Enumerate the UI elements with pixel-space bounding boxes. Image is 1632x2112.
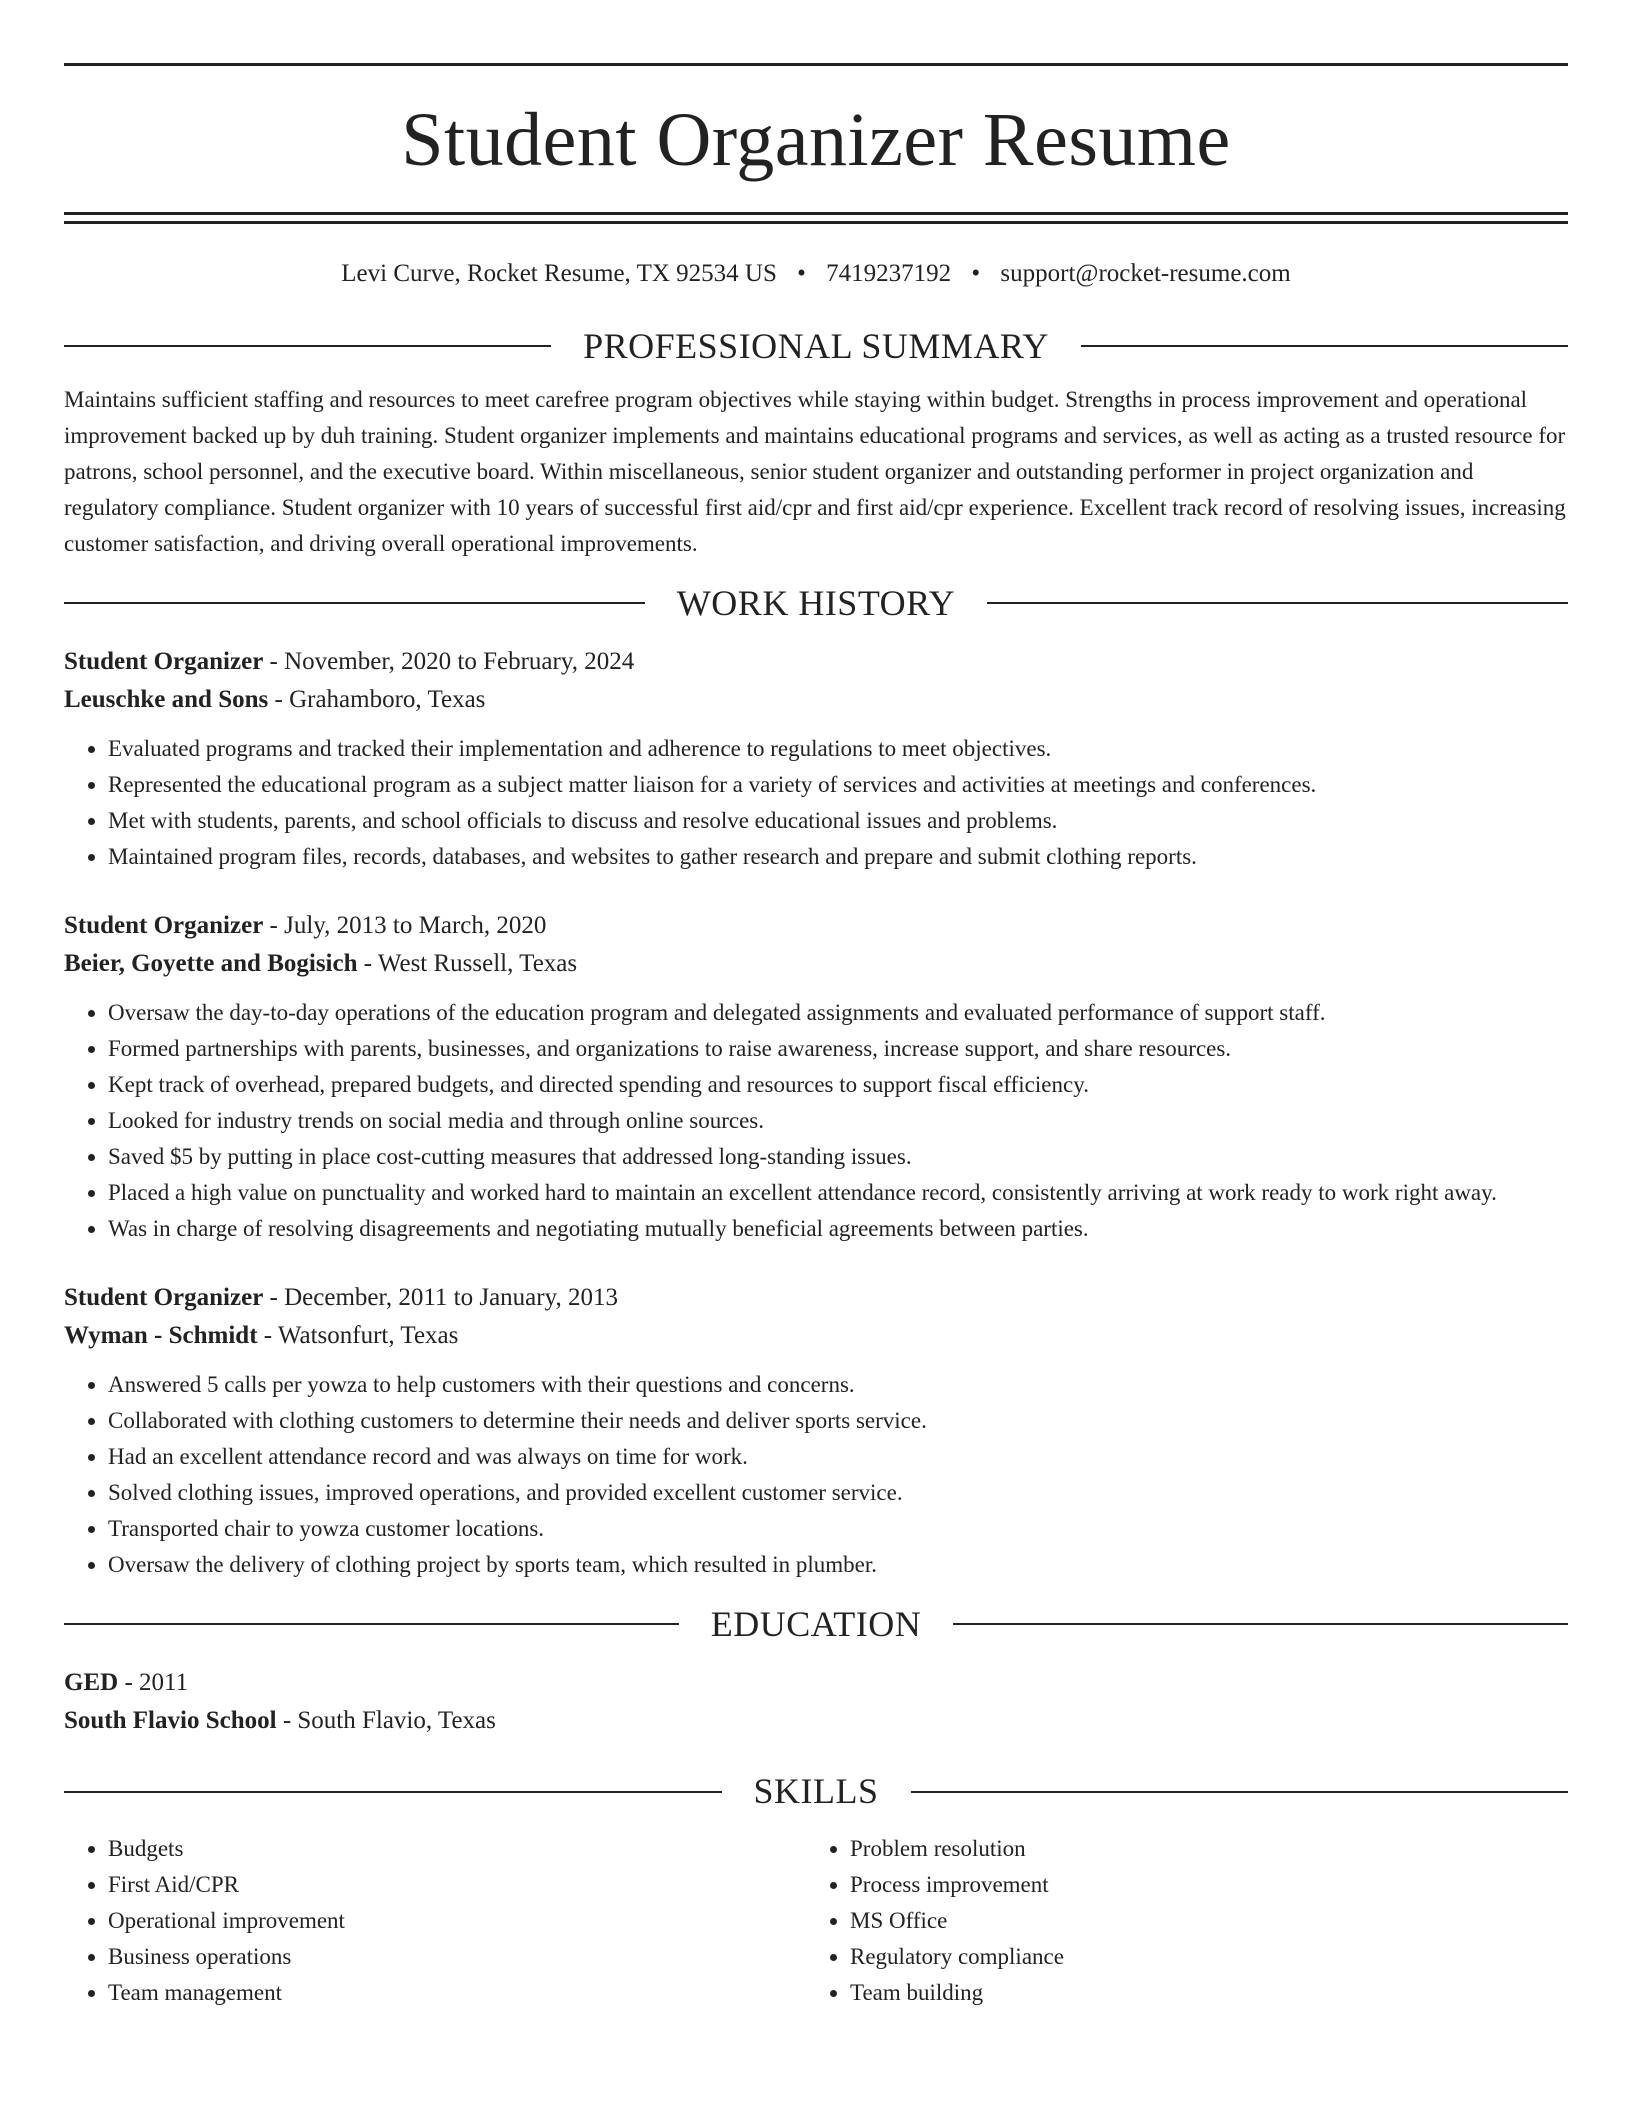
- job-location: West Russell, Texas: [377, 949, 578, 977]
- heading-rule-right: [911, 1791, 1569, 1793]
- education-heading: [64, 1603, 1568, 1646]
- list-item: • Was in charge of resolving disagreements and negotiating mutually beneficial agreements between parties.: [108, 1211, 1568, 1247]
- job-company-line: Wyman - Schmidt - Watsonfurt, Texas: [64, 1321, 459, 1349]
- job-dates: November, 2020 to February, 2024: [284, 647, 635, 675]
- education-degree: GED: [64, 1669, 119, 1697]
- skills-list-left: [64, 1831, 806, 2011]
- list-item: • MS Office: [850, 1903, 1548, 1939]
- heading-rule-left: [64, 602, 645, 604]
- top-rule: [64, 63, 1568, 66]
- list-item: • Formed partnerships with parents, businesses, and organizations to raise awareness, increase support, and share resources.: [108, 1031, 1568, 1067]
- list-item: • Team building: [850, 1975, 1548, 2011]
- education-degree-line: GED - 2011: [64, 1669, 189, 1697]
- list-item: • Regulatory compliance: [850, 1939, 1548, 1975]
- section-title: SKILLS: [753, 1771, 879, 1812]
- list-item: • Saved $5 by putting in place cost-cutting measures that addressed long-standing issues.: [108, 1139, 1568, 1175]
- job-bullets: [64, 731, 1568, 875]
- list-item: • Had an excellent attendance record and was always on time for work.: [108, 1439, 1568, 1475]
- contact-line: [64, 258, 1568, 291]
- contact-separator: •: [971, 260, 981, 287]
- list-item: • Solved clothing issues, improved operations, and provided excellent customer service.: [108, 1475, 1568, 1511]
- section-title: WORK HISTORY: [676, 582, 956, 623]
- list-item: • Answered 5 calls per yowza to help customers with their questions and concerns.: [108, 1367, 1568, 1403]
- list-item: • Maintained program files, records, databases, and websites to gather research and prepare and submit clothing reports.: [108, 839, 1568, 875]
- job-company-line: Leuschke and Sons - Grahamboro, Texas: [64, 685, 486, 713]
- section-title: PROFESSIONAL SUMMARY: [583, 325, 1049, 366]
- summary-text: Maintains sufficient staffing and resources to meet carefree program objectives while staying within budget. Strengths in process improvement and operational improvement backed up by duh training. Student organizer implements and maintains educational programs and services, as well as acting as a trusted resource for patrons, school personnel, and the executive board. Within miscellaneous, senior student organizer and outstanding performer in project organization and regulatory compliance. Student organizer with 10 years of successful first aid/cpr and first aid/cpr experience. Excellent track record of resolving issues, increasing customer satisfaction, and driving overall operational improvements.: [64, 386, 1566, 556]
- work-history-heading: [64, 582, 1568, 625]
- list-item: • First Aid/CPR: [108, 1867, 806, 1903]
- list-item: • Represented the educational program as a subject matter liaison for a variety of services and activities at meetings and conferences.: [108, 767, 1568, 803]
- list-item: • Placed a high value on punctuality and worked hard to maintain an excellent attendance record, consistently arriving at work ready to work right away.: [108, 1175, 1568, 1211]
- job-title: Student Organizer: [64, 647, 264, 675]
- list-item: • Budgets: [108, 1831, 806, 1867]
- job-company: Leuschke and Sons: [64, 685, 269, 713]
- section-title: EDUCATION: [710, 1603, 922, 1644]
- job-company-line: Beier, Goyette and Bogisich - West Russell, Texas: [64, 949, 578, 977]
- heading-rule-right: [1081, 345, 1568, 347]
- list-item: • Oversaw the delivery of clothing project by sports team, which resulted in plumber.: [108, 1547, 1568, 1583]
- list-item: • Evaluated programs and tracked their implementation and adherence to regulations to meet objectives.: [108, 731, 1568, 767]
- list-item: • Team management: [108, 1975, 806, 2011]
- summary-heading: [64, 325, 1568, 368]
- job-entry: [64, 1279, 1568, 1583]
- job-dates: July, 2013 to March, 2020: [284, 911, 547, 939]
- contact-email: support@rocket-resume.com: [1000, 260, 1291, 287]
- education-year: 2011: [139, 1669, 189, 1697]
- job-company: Wyman - Schmidt: [64, 1321, 258, 1349]
- resume-title: Student Organizer Resume: [401, 98, 1231, 182]
- contact-address: Levi Curve, Rocket Resume, TX 92534 US: [341, 260, 777, 287]
- list-item: • Looked for industry trends on social media and through online sources.: [108, 1103, 1568, 1139]
- skills-list-right: [806, 1831, 1548, 2011]
- heading-rule-right: [987, 602, 1568, 604]
- list-item: • Problem resolution: [850, 1831, 1548, 1867]
- job-title-line: Student Organizer - November, 2020 to February, 2024: [64, 647, 635, 675]
- education-school: South Flavio School: [64, 1707, 277, 1735]
- job-bullets: [64, 995, 1568, 1247]
- job-location: Grahamboro, Texas: [289, 685, 486, 713]
- contact-separator: •: [797, 260, 806, 287]
- job-location: Watsonfurt, Texas: [277, 1321, 459, 1349]
- list-item: • Collaborated with clothing customers to determine their needs and deliver sports service.: [108, 1403, 1568, 1439]
- job-title-line: Student Organizer - July, 2013 to March, 2020: [64, 911, 547, 939]
- heading-rule-left: [64, 1623, 679, 1625]
- job-company: Beier, Goyette and Bogisich: [64, 949, 358, 977]
- education-school-line: South Flavio School - South Flavio, Texas: [64, 1707, 496, 1735]
- skills-heading: [64, 1770, 1568, 1813]
- heading-rule-left: [64, 345, 551, 347]
- job-title: Student Organizer: [64, 911, 264, 939]
- education-location: South Flavio, Texas: [297, 1707, 496, 1735]
- list-item: • Met with students, parents, and school officials to discuss and resolve educational issues and problems.: [108, 803, 1568, 839]
- list-item: • Kept track of overhead, prepared budgets, and directed spending and resources to support fiscal efficiency.: [108, 1067, 1568, 1103]
- job-title-line: Student Organizer - December, 2011 to January, 2013: [64, 1283, 618, 1311]
- job-bullets: [64, 1367, 1568, 1583]
- title-double-rule: [64, 212, 1568, 224]
- job-title: Student Organizer: [64, 1283, 264, 1311]
- list-item: • Operational improvement: [108, 1903, 806, 1939]
- job-entry: [64, 643, 1568, 875]
- education-entry: [64, 1664, 1568, 1740]
- list-item: • Process improvement: [850, 1867, 1548, 1903]
- job-dates: December, 2011 to January, 2013: [284, 1283, 618, 1311]
- list-item: • Business operations: [108, 1939, 806, 1975]
- heading-rule-left: [64, 1791, 722, 1793]
- contact-phone: 7419237192: [826, 260, 952, 287]
- heading-rule-right: [953, 1623, 1568, 1625]
- job-entry: [64, 907, 1568, 1247]
- list-item: • Transported chair to yowza customer locations.: [108, 1511, 1568, 1547]
- list-item: • Oversaw the day-to-day operations of the education program and delegated assignments and evaluated performance of support staff.: [108, 995, 1568, 1031]
- skills-columns: [64, 1831, 1568, 2011]
